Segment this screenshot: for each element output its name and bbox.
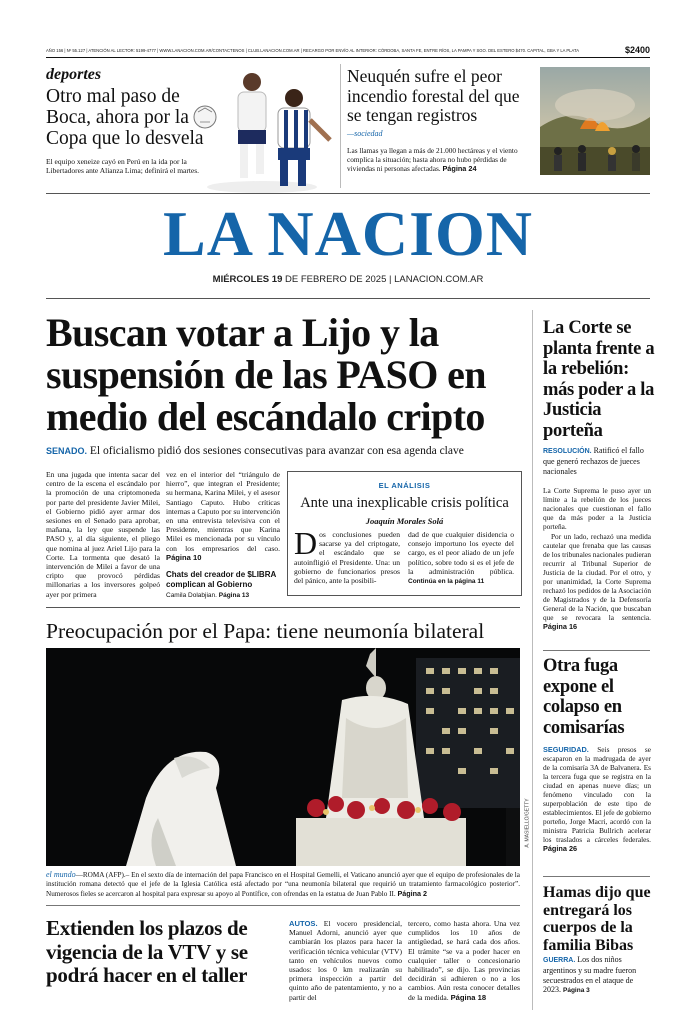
court-deck: [543, 446, 653, 477]
pope-top-rule: [46, 607, 520, 608]
masthead-date-rest: DE FEBRERO DE 2025: [285, 274, 387, 285]
top-rule: [46, 57, 650, 58]
sports-kicker: deportes: [46, 66, 102, 83]
jail-top-rule: [543, 650, 650, 651]
lead-col1: En una jugada que intenta sacar del centro de la escena el escándalo por la promoción de una criptomoneda por parte del presidente Javier Milei, el Gobierno pidió ayer armar dos sesiones en el Senado para aprobar, mañana, la ley que suspende las PASO y, al día siguiente, el pliego que nomina al juez Ariel Lijo para la Corte. La tormenta que desató la intervención de Milei a favor de una cripto que provocó pérdidas millonarias a los inversores golpeó ayer por primera: [46, 470, 160, 599]
vtv-col2-text: tercero, como hasta ahora. Una vez cumplidos los 10 años de antigüedad, se hará cada dos años. El trámite “se va a poder hacer en cualquier taller o concesionario habilitado”, se dijo. Las provincias decidirán si adhieren o no a los cambios. Aún resta conocer detalles de la medida.: [408, 919, 520, 1002]
forest-fire-image: [540, 67, 650, 175]
lead-headline[interactable]: Buscan votar a Lijo y la suspensión de las PASO en medio del escándalo cripto: [46, 310, 486, 439]
info-line: AÑO 156 | Nº 55.127 | ATENCIÓN AL LECTOR: 5199-4777 | WWW.LANACION.COM.AR/CONTACTENOS | CLUB.LANACION.COM.AR | RECARGO POR ENVÍO AL INTERIOR: CÓRDOBA, SANTA FE, ENTRE RÍOS, LA PAMPA Y SGO. DEL ESTERO $470. CAPITAL, GBA Y LA PLATA: [46, 48, 580, 53]
court-body2: [543, 532, 651, 631]
analysis-col2: [408, 530, 514, 586]
vtv-col2: [408, 919, 520, 1002]
vtv-headline[interactable]: Extienden los plazos de vigencia de la VTV y se podrá hacer en el taller: [46, 916, 248, 987]
masthead-title[interactable]: LA NACION: [163, 198, 533, 269]
vtv-kicker: AUTOS.: [289, 919, 318, 928]
analysis-author: Joaquín Morales Solá: [365, 516, 444, 526]
fire-section[interactable]: —sociedad: [347, 129, 383, 138]
pope-caption-text: —ROMA (AFP).– En el sexto día de internación del papa Francisco en el Hospital Gemelli, el Vaticano anunció ayer que el equipo de profesionales de la institución romana detectó que el jefe de la Iglesia Católica está afectado por “una neumonía bilateral que requirió un tratamiento farmacológico posterior”. Numerosos fieles se acercaron al hospital para expresar su apoyo al Pontífice, con ofrendas en la estatua de Juan Pablo II.: [46, 871, 520, 898]
fire-page[interactable]: Página 24: [442, 164, 477, 173]
vtv-col1-text: El vocero presidencial, Manuel Adorni, anunció ayer que cambiarán los plazos para hacer la verificación técnica vehicular (VTV) tanto en vehículos nuevos como usados: los 0 km realizarán su primera inspección a partir del quinto año de patentamiento, y no a partir del: [289, 919, 402, 1002]
lead-kicker: SENADO.: [46, 446, 88, 456]
related-byline: [166, 591, 280, 600]
jail-page[interactable]: Página 26: [543, 844, 578, 853]
jail-headline[interactable]: Otra fuga expone el colapso en comisarías: [543, 656, 625, 738]
analysis-col2-text: dad de que cualquier disidencia o consejo importuno los eyecte del cargo, es el peor aliado de un jefe político, sobre todo si es el jefe de la administración pública.: [408, 530, 514, 576]
court-kicker: RESOLUCIÓN.: [543, 448, 592, 455]
sports-headline[interactable]: Otro mal paso de Boca, ahora por la Copa que lo desvela: [46, 86, 204, 149]
lead-deck-text: El oficialismo pidió dos sesiones consecutivas para avanzar con esa agenda clave: [89, 445, 464, 457]
hamas-kicker: GUERRA.: [543, 957, 576, 964]
football-players-image: [190, 62, 340, 196]
pope-statue-image: [46, 648, 520, 866]
masthead-bottom-rule: [46, 298, 650, 299]
pope-photo: [46, 648, 531, 866]
court-body: [543, 486, 651, 631]
hamas-deck: [543, 955, 651, 996]
court-page[interactable]: Página 16: [543, 622, 578, 631]
hamas-top-rule: [543, 876, 650, 877]
masthead-top-rule: [46, 193, 650, 194]
analysis-continue[interactable]: Continúa en la página 11: [408, 578, 485, 586]
hamas-headline[interactable]: Hamas dijo que entregará los cuerpos de la familia Bibas: [543, 884, 651, 954]
masthead-dateline: [46, 274, 650, 285]
sidebar-divider: [532, 310, 533, 1010]
lead-col2-page[interactable]: Página 10: [166, 552, 202, 562]
lead-col2-text: vez en el interior del “triángulo de hierro”, que integran el Presidente; su hermana, Karina Milei, y el asesor Santiago Caputo. Hubo críticas internas a Caputo por su intervención en una entrevista televisiva con el Presidente, mientras que Karina Milei es mencionada por su vínculo con los empresarios del caso.: [166, 470, 280, 553]
analysis-title[interactable]: Ante una inexplicable crisis política: [300, 495, 509, 511]
fire-summary-text: Las llamas ya llegan a más de 21.000 hectáreas y el viento complica la situación; hasta ahora no hubo pérdidas de viviendas ni personas afectadas.: [347, 146, 518, 173]
football-photo: [190, 62, 340, 196]
analysis-col1: [294, 525, 400, 586]
court-body1: La Corte Suprema le puso ayer un límite a la rebelión de los jueces nacionales que cuestionan el fallo que da más poder a la Justicia porteña.: [543, 486, 651, 531]
pope-photo-credit: A. MASIELLO/GETTY: [524, 798, 531, 848]
vtv-col1: [289, 919, 402, 1002]
court-headline[interactable]: La Corte se planta frente a la rebelión: más poder a la Justicia porteña: [543, 318, 655, 441]
price: $2400: [624, 45, 650, 55]
pope-headline[interactable]: Preocupación por el Papa: tiene neumonía bilateral: [46, 619, 485, 643]
related-page[interactable]: Página 13: [218, 592, 250, 600]
pope-page[interactable]: Página 2: [397, 889, 428, 898]
hamas-page[interactable]: Página 3: [563, 987, 590, 995]
pope-caption: [46, 870, 520, 899]
teaser-divider: [340, 64, 341, 188]
related-byline-text: Camila Dolabjian.: [166, 592, 217, 600]
court-body2-text: Por un lado, rechazó una medida cautelar que frenaba que las causas de los tribunales nacionales pudieran recurrir al Tribunal Superior de Justicia de la ciudad. Por el otro, y por unanimidad, la Corte Suprema rechazó los pedidos de la Asociación de Magistrados y de la Defensoría General de la Nación, que buscaban que se revocara la sentencia.: [543, 532, 651, 622]
analysis-box: [287, 471, 522, 596]
fire-photo: [540, 67, 650, 175]
masthead-site[interactable]: LANACION.COM.AR: [394, 274, 484, 285]
related-title[interactable]: Chats del creador de $LIBRA complican al Gobierno: [166, 570, 276, 589]
lead-deck: [46, 444, 526, 458]
pope-section[interactable]: el mundo: [46, 870, 76, 879]
sports-summary: El equipo xeneize cayó en Perú en la ida por la Libertadores ante Alianza Lima; definirá el martes.: [46, 157, 200, 175]
masthead-sep: |: [389, 274, 392, 285]
vtv-top-rule: [46, 905, 520, 906]
masthead-day: MIÉRCOLES: [212, 274, 270, 285]
lead-col2: [166, 470, 280, 600]
hamas-deck-text: Los dos niños argentinos y su madre fueron secuestrados en el ataque de 2023.: [543, 955, 637, 995]
jail-deck: Seis presos se escaparon en la madrugada de ayer de la comisaría 3A de Balvanera.: [543, 745, 651, 772]
analysis-label: EL ANÁLISIS: [378, 481, 431, 490]
fire-headline[interactable]: Neuquén sufre el peor incendio forestal del que se tengan registros: [347, 66, 520, 125]
masthead-date-num: 19: [271, 274, 283, 285]
jail-kicker: SEGURIDAD.: [543, 745, 589, 754]
jail-body-text: Es la tercera fuga que se registra en la ciudad en apenas nueve días; un fenómeno vinculado con la superpoblación de este tipo de establecimientos. El jefe de gobierno porteño, Jorge Macri, acordó con la ministra Patricia Bullrich acelerar los traslados a cárceles federales.: [543, 763, 651, 844]
analysis-col1-text: os conclusiones pueden sacarse ya del criptogate, el escándalo que se autoinfligió el Presidente. Una: un gobierno de funcionarios presos del pánico, ante la posibili-: [294, 530, 400, 586]
jail-body: [543, 745, 651, 853]
fire-summary: [347, 146, 533, 173]
analysis-dropcap: D: [294, 525, 318, 561]
court-deck-text: Ratificó el fallo que generó rechazos de jueces nacionales: [543, 446, 644, 476]
vtv-page[interactable]: Página 18: [450, 992, 487, 1002]
